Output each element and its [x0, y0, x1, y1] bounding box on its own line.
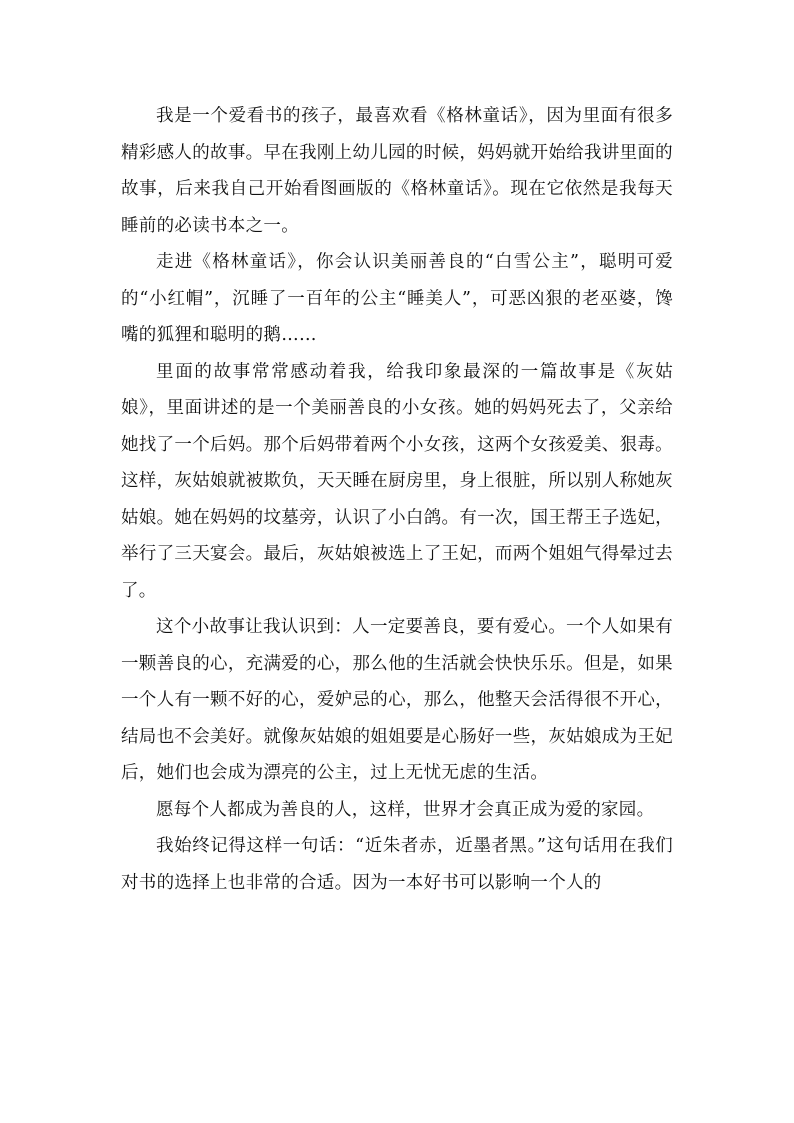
paragraph-5: 愿每个人都成为善良的人，这样，世界才会真正成为爱的家园。 [156, 799, 655, 820]
paragraph-6: 我始终记得这样一句话：“近朱者赤，近墨者黑。”这句话用在我们对书的选择上也非常的合适。因为一本好书可以影响一个人的 [121, 836, 673, 893]
paragraph-4: 这个小故事让我认识到：人一定要善良，要有爱心。一个人如果有一颗善良的心，充满爱的心，那么他的生活就会快快乐乐。但是，如果一个人有一颗不好的心，爱妒忌的心，那么，他整天会活得很不开心，结局也不会美好。就像灰姑娘的姐姐要是心肠好一些，灰姑娘成为王妃后，她们也会成为漂亮的公主，过上无忧无虑的生活。 [121, 617, 673, 783]
paragraph-3: 里面的故事常常感动着我，给我印象最深的一篇故事是《灰姑娘》，里面讲述的是一个美丽善良的小女孩。她的妈妈死去了，父亲给她找了一个后妈。那个后妈带着两个小女孩，这两个女孩爱美、狠毒。这样，灰姑娘就被欺负，天天睡在厨房里，身上很脏，所以别人称她灰姑娘。她在妈妈的坟墓旁，认识了小白鸽。有一次，国王帮王子选妃，举行了三天宴会。最后，灰姑娘被选上了王妃，而两个姐姐气得晕过去了。 [121, 361, 673, 601]
paragraph-1: 我是一个爱看书的孩子，最喜欢看《格林童话》，因为里面有很多精彩感人的故事。早在我刚上幼儿园的时候，妈妈就开始给我讲里面的故事，后来我自己开始看图画版的《格林童话》。现在它依然是我每天睡前的必读书本之一。 [121, 106, 673, 236]
document-body [121, 98, 673, 901]
paragraph-2: 走进《格林童话》，你会认识美丽善良的“白雪公主”，聪明可爱的“小红帽”，沉睡了一百年的公主“睡美人”，可恶凶狠的老巫婆，馋嘴的狐狸和聪明的鹅…… [121, 252, 673, 345]
